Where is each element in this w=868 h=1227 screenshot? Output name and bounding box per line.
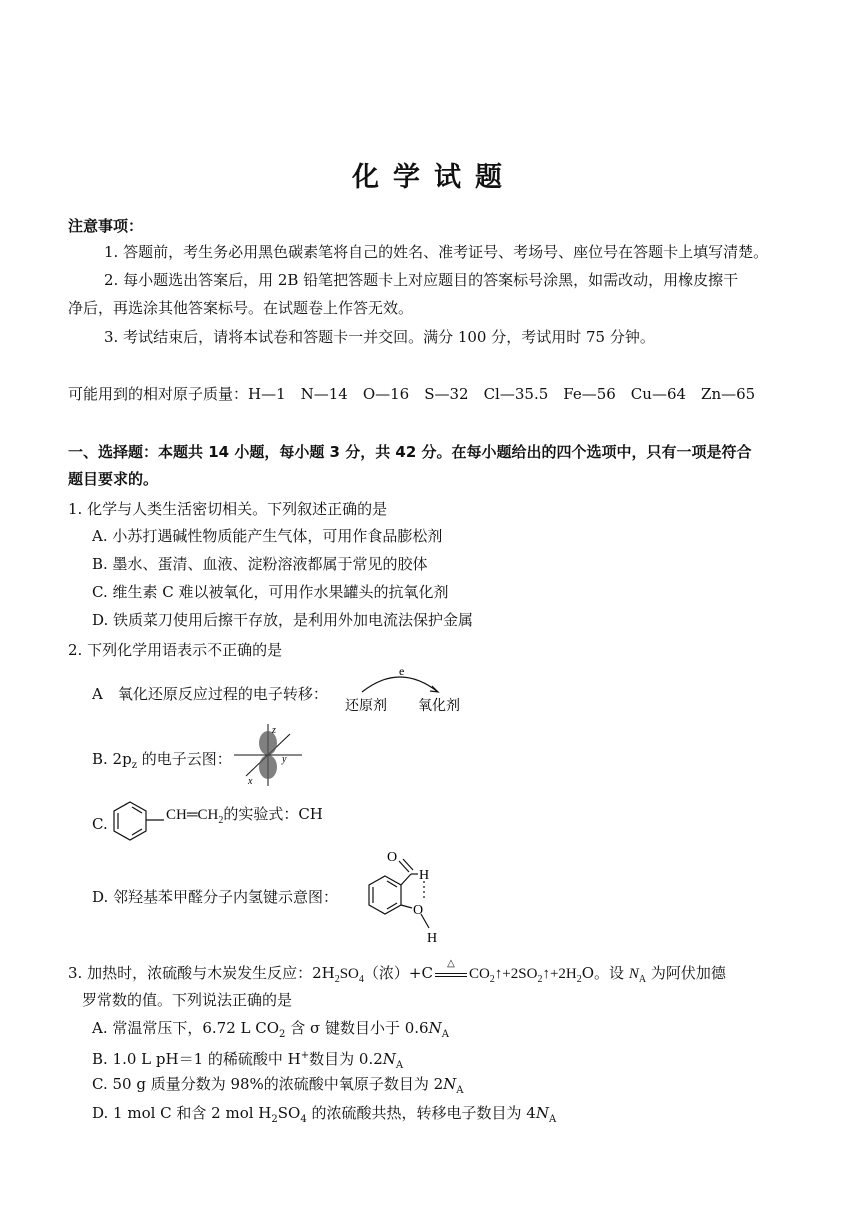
reaction-arrow: △ [433,964,469,984]
q3-option-d: D. 1 mol C 和含 2 mol $H_2SO_4$ 的浓硫酸共热，转移电子数目为 $4N_A$ [92,1104,557,1125]
benzene-ring-c [110,798,150,844]
section-heading-line2: 题目要求的。 [68,470,159,488]
oxidizer-label: 氧化剂 [418,699,460,714]
reducer-label: 还原剂 [345,699,387,714]
q1-option-a: A. 小苏打遇碱性物质能产生气体，可用作食品膨松剂 [92,527,443,545]
q3-option-b: B. 1.0 L pH＝1 的稀硫酸中 H+数目为 $0.2N_A$ [92,1050,404,1071]
o-atom-1: O [387,850,398,865]
orbital-2pz-diagram [228,722,308,788]
q3-option-a: A. 常温常压下，6.72 L $CO_2$ 含 σ 键数目小于 $0.6N_A$ [92,1019,449,1040]
notice-item-1: 1. 答题前，考生务必用黑色碳素笔将自己的姓名、准考证号、考场号、座位号在答题卡上填写清楚。 [104,243,769,261]
q1-option-b: B. 墨水、蛋清、血液、淀粉溶液都属于常见的胶体 [92,555,428,573]
q2-b-sub: z [131,760,137,771]
q2-b-label: B. 2p [92,750,132,768]
q2-b-text: 的电子云图： [137,750,232,768]
atomic-masses: 可能用到的相对原子质量：H—1 N—14 O—16 S—32 Cl—35.5 Fe—56 Cu—64 Zn—65 [68,385,756,403]
q3-stem-line2: 罗常数的值。下列说法正确的是 [82,991,293,1009]
q2-c-sub: 2 [218,815,224,826]
carbonyl-bond [403,859,413,870]
hydroxyl-bond [401,905,412,908]
salicylaldehyde-diagram [355,846,450,944]
notice-item-2b: 净后，再选涂其他答案标号。在试题卷上作答无效。 [68,299,414,317]
q2-option-a: A 氧化还原反应过程的电子转移： [92,685,328,703]
h-atom-1: H [419,868,430,883]
y-label: y [282,754,287,765]
h-atom-2: H [427,931,438,944]
q2-c-text: 的实验式：CH [223,805,323,823]
x-label: x [248,776,253,787]
q3-stem-line1: 3. 加热时，浓硫酸与木炭发生反应：$2H_2SO_4$（浓）+C △ $CO_2↑+2SO_2↑+2H_2O$。设 $N_A$ 为阿伏加德 [68,958,726,985]
q3-option-c: C. 50 g 质量分数为 98%的浓硫酸中氧原子数目为 $2N_A$ [92,1075,464,1096]
o-atom-2: O [413,903,424,918]
ring-outline [369,876,401,914]
notice-heading: 注意事项： [68,217,144,235]
notice-item-3: 3. 考试结束后，请将本试卷和答题卡一并交回。满分 100 分，考试用时 75 分钟。 [104,328,655,346]
q2-option-c [166,804,323,831]
lower-lobe [259,755,277,779]
notice-item-2a: 2. 每小题选出答案后，用 2B 铅笔把答题卡上对应题目的答案标号涂黑，如需改动，用橡皮擦干 [104,271,739,289]
bond-line-c [146,815,166,825]
q1-option-c: C. 维生素 C 难以被氧化，可用作水果罐头的抗氧化剂 [92,583,449,601]
carbonyl-bond [399,861,409,872]
q2-stem: 2. 下列化学用语表示不正确的是 [68,641,283,659]
electron-transfer-diagram [340,664,480,714]
q1-option-d: D. 铁质菜刀使用后擦干存放，是利用外加电流法保护金属 [92,611,474,629]
q2-c-formula: CH═CH [166,807,219,823]
transfer-arrow-arc [362,677,438,692]
section-heading-line1: 一、选择题：本题共 14 小题，每小题 3 分，共 42 分。在每小题给出的四个选项中，只有一项是符合 [68,443,752,461]
ring-outline [114,802,146,840]
page-title: 化学试题 [352,162,516,193]
q2-option-b [92,749,232,776]
q2-c-label: C. [92,815,108,833]
electron-label: e [399,664,405,678]
q1-stem: 1. 化学与人类生活密切相关。下列叙述正确的是 [68,500,388,518]
z-label: z [272,725,276,736]
aldehyde-bond [401,874,411,885]
q2-option-d: D. 邻羟基苯甲醛分子内氢键示意图： [92,888,339,906]
